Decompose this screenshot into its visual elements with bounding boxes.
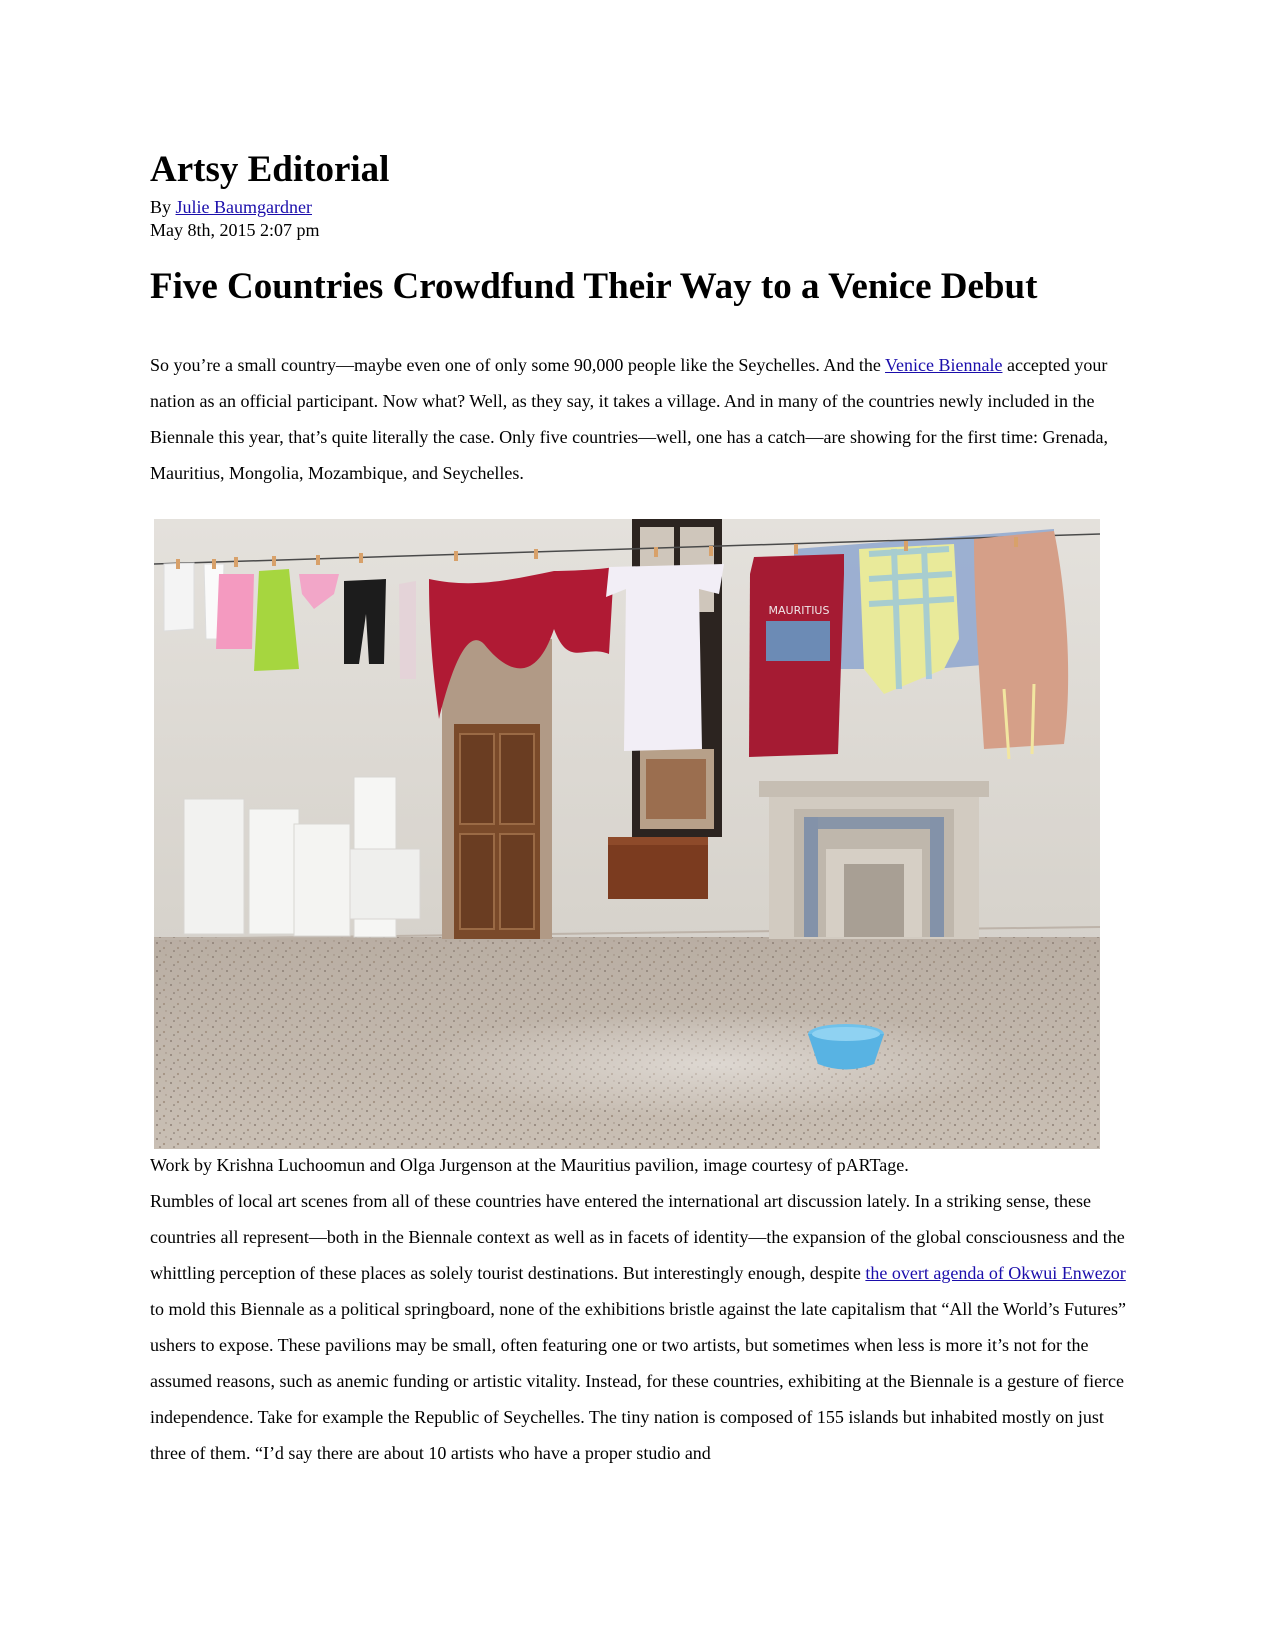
paragraph-intro (150, 347, 1140, 491)
publication-title: Artsy Editorial (150, 149, 390, 190)
venice-biennale-link[interactable]: Venice Biennale (885, 355, 1003, 375)
paragraph-text: Rumbles of local art scenes from all of these countries have entered the international art discussion lately. In a striking sense, these countries all represent—both in the Biennale context as well as in facets of identity—the expansion of the global consciousness and the whittling perception of these places as solely tourist destinations. But interestingly enough, despite (150, 1191, 1125, 1283)
by-label: By (150, 197, 172, 217)
paragraph-text: to mold this Biennale as a political springboard, none of the exhibitions bristle against the late capitalism that “All the World’s Futures” ushers to expose. These pavilions may be small, often featuring one or two artists, but sometimes when less is more it’s not for the assumed reasons, such as anemic funding or artistic vitality. Instead, for these countries, exhibiting at the Biennale is a gesture of fierce independence. Take for example the Republic of Seychelles. The tiny nation is composed of 155 islands but inhabited mostly on just three of them. “I’d say there are about 10 artists who have a proper studio and (150, 1299, 1127, 1463)
pavilion-room-illustration (154, 519, 1100, 1149)
author-link[interactable]: Julie Baumgardner (175, 197, 312, 217)
byline (150, 196, 312, 218)
paragraph-text: accepted your nation as an official participant. Now what? Well, as they say, it takes a village. And in many of the countries newly included in the Biennale this year, that’s quite literally the case. Only five countries—well, one has a catch—are showing for the first time: Grenada, Mauritius, Mongolia, Mozambique, and Seychelles. (150, 355, 1108, 483)
paragraph-text: So you’re a small country—maybe even one of only some 90,000 people like the Seychelles. And the (150, 355, 886, 375)
enwezor-agenda-link[interactable]: the overt agenda of Okwui Enwezor (865, 1263, 1126, 1283)
article-headline: Five Countries Crowdfund Their Way to a Venice Debut (150, 266, 1038, 307)
photo-caption: Work by Krishna Luchoomun and Olga Jurgenson at the Mauritius pavilion, image courtesy of pARTage. (150, 1155, 909, 1175)
article-photo (154, 519, 1100, 1149)
paragraph-body (150, 1183, 1140, 1471)
publish-date: May 8th, 2015 2:07 pm (150, 220, 320, 240)
t-shirt-print-text: MAURITIUS (768, 604, 830, 617)
